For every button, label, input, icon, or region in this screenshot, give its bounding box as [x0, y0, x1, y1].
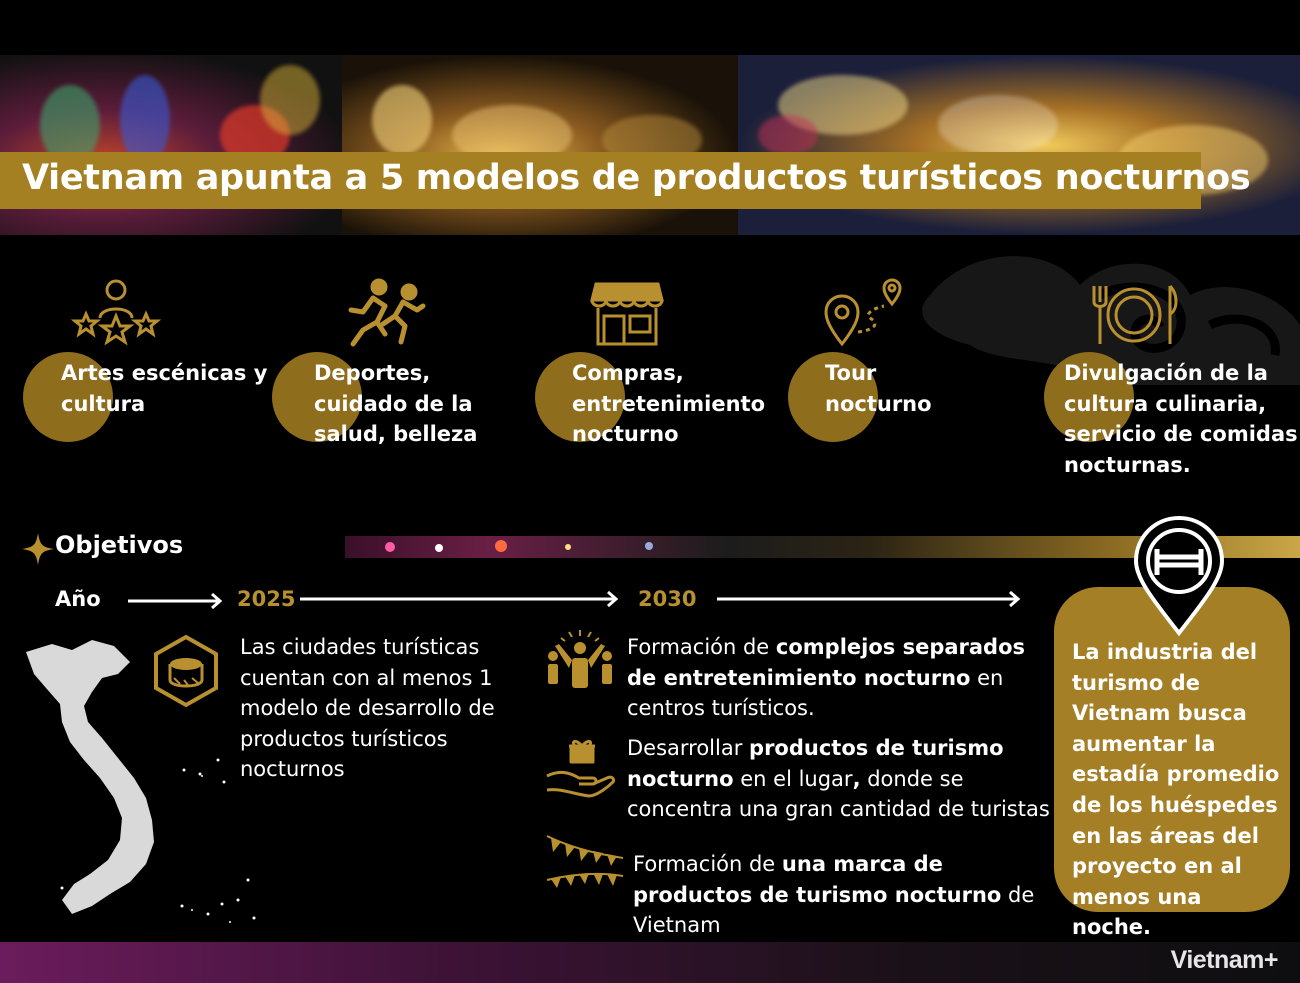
model-label-compras: Compras, entretenimiento nocturno	[572, 361, 765, 446]
route-pin-icon	[824, 278, 906, 346]
bunting-flags-icon	[545, 830, 625, 896]
brand-logo: Vietnam+	[1170, 946, 1278, 974]
model-label-culinaria: Divulgación de la cultura culinaria, servicio de comidas nocturnas.	[1064, 361, 1298, 477]
year-2030: 2030	[638, 587, 697, 611]
cheering-people-icon	[545, 628, 615, 692]
arrow-right-icon	[128, 592, 224, 610]
goal-2030-item-3: Formación de una marca de productos de turismo nocturno de Vietnam	[633, 852, 1035, 938]
arrow-right-icon	[717, 590, 1022, 608]
year-2025: 2025	[237, 587, 296, 611]
hotel-pin-icon	[1133, 515, 1225, 637]
model-label-artes: Artes escénicas y cultura	[61, 361, 268, 416]
running-people-icon	[345, 278, 427, 348]
goal-2030-item-2: Desarrollar productos de turismo nocturno en el lugar, donde se concentra una gran cantidad de turistas	[627, 736, 1050, 822]
arrow-right-icon	[300, 590, 620, 608]
goal-2025-text: Las ciudades turísticas cuentan con al menos 1 modelo de desarrollo de productos turísticos nocturnos	[240, 635, 495, 782]
goal-2030-item-1: Formación de complejos separados de entretenimiento nocturno en centros turísticos.	[627, 635, 1026, 721]
footer-bar	[0, 942, 1300, 983]
sparkle-icon	[22, 533, 54, 565]
objectives-heading: Objetivos	[55, 531, 184, 559]
drum-hexagon-icon	[153, 634, 219, 708]
callout-text: La industria del turismo de Vietnam busca aumentar la estadía promedio de los huéspedes en las áreas del proyecto en al menos una noche.	[1072, 640, 1280, 940]
vietnam-map	[22, 638, 262, 938]
performer-stars-icon	[70, 278, 162, 350]
page-title: Vietnam apunta a 5 modelos de productos turísticos nocturnos	[22, 158, 1251, 198]
model-label-deportes: Deportes, cuidado de la salud, belleza	[314, 361, 478, 446]
gift-hand-icon	[545, 736, 615, 800]
year-label: Año	[55, 587, 101, 611]
plate-cutlery-icon	[1090, 284, 1178, 346]
model-label-tour: Tour nocturno	[825, 361, 932, 416]
shop-icon	[590, 278, 664, 348]
